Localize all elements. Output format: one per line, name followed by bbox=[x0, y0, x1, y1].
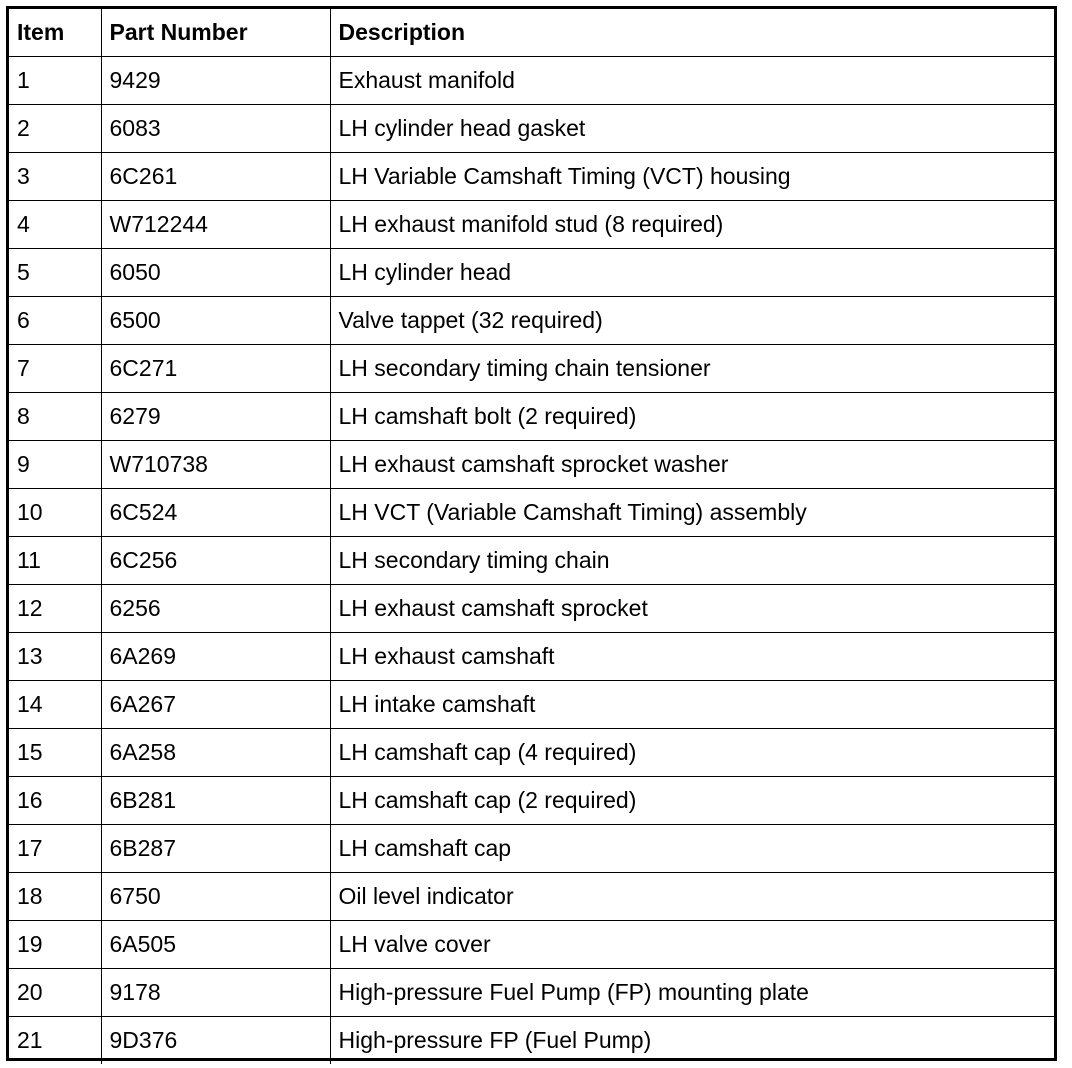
cell-description: LH valve cover bbox=[330, 921, 1054, 969]
cell-part-number: 6C261 bbox=[101, 153, 330, 201]
cell-description: Valve tappet (32 required) bbox=[330, 297, 1054, 345]
table-row bbox=[9, 153, 1054, 201]
column-header-item: Item bbox=[9, 9, 101, 57]
cell-description: LH camshaft cap (4 required) bbox=[330, 729, 1054, 777]
table-header-row bbox=[9, 9, 1054, 57]
table-row bbox=[9, 873, 1054, 921]
cell-item: 21 bbox=[9, 1017, 101, 1065]
table-row bbox=[9, 585, 1054, 633]
cell-item: 16 bbox=[9, 777, 101, 825]
table-row bbox=[9, 681, 1054, 729]
cell-part-number: 6256 bbox=[101, 585, 330, 633]
cell-description: LH secondary timing chain tensioner bbox=[330, 345, 1054, 393]
cell-description: LH camshaft bolt (2 required) bbox=[330, 393, 1054, 441]
cell-description: Exhaust manifold bbox=[330, 57, 1054, 105]
table-row bbox=[9, 57, 1054, 105]
cell-item: 4 bbox=[9, 201, 101, 249]
cell-part-number: 6B287 bbox=[101, 825, 330, 873]
cell-part-number: 9178 bbox=[101, 969, 330, 1017]
table-row bbox=[9, 921, 1054, 969]
cell-part-number: 6A505 bbox=[101, 921, 330, 969]
cell-item: 11 bbox=[9, 537, 101, 585]
parts-table-frame bbox=[6, 6, 1057, 1061]
cell-item: 3 bbox=[9, 153, 101, 201]
cell-part-number: 6C256 bbox=[101, 537, 330, 585]
cell-part-number: 6750 bbox=[101, 873, 330, 921]
cell-item: 5 bbox=[9, 249, 101, 297]
cell-item: 17 bbox=[9, 825, 101, 873]
cell-description: LH exhaust camshaft bbox=[330, 633, 1054, 681]
cell-description: LH Variable Camshaft Timing (VCT) housing bbox=[330, 153, 1054, 201]
cell-part-number: 6050 bbox=[101, 249, 330, 297]
cell-item: 7 bbox=[9, 345, 101, 393]
cell-item: 12 bbox=[9, 585, 101, 633]
table-row bbox=[9, 441, 1054, 489]
cell-description: LH exhaust camshaft sprocket bbox=[330, 585, 1054, 633]
cell-item: 2 bbox=[9, 105, 101, 153]
cell-description: LH secondary timing chain bbox=[330, 537, 1054, 585]
table-row bbox=[9, 297, 1054, 345]
cell-part-number: 6279 bbox=[101, 393, 330, 441]
cell-item: 20 bbox=[9, 969, 101, 1017]
column-header-description: Description bbox=[330, 9, 1054, 57]
cell-part-number: 9429 bbox=[101, 57, 330, 105]
cell-part-number: W712244 bbox=[101, 201, 330, 249]
cell-item: 8 bbox=[9, 393, 101, 441]
cell-description: LH VCT (Variable Camshaft Timing) assembly bbox=[330, 489, 1054, 537]
cell-item: 6 bbox=[9, 297, 101, 345]
cell-item: 14 bbox=[9, 681, 101, 729]
cell-description: Oil level indicator bbox=[330, 873, 1054, 921]
table-row bbox=[9, 729, 1054, 777]
table-row bbox=[9, 105, 1054, 153]
cell-description: LH exhaust manifold stud (8 required) bbox=[330, 201, 1054, 249]
cell-description: LH camshaft cap (2 required) bbox=[330, 777, 1054, 825]
table-row bbox=[9, 345, 1054, 393]
cell-item: 9 bbox=[9, 441, 101, 489]
cell-part-number: 9D376 bbox=[101, 1017, 330, 1065]
cell-description: LH exhaust camshaft sprocket washer bbox=[330, 441, 1054, 489]
table-row bbox=[9, 777, 1054, 825]
cell-part-number: 6083 bbox=[101, 105, 330, 153]
table-row bbox=[9, 201, 1054, 249]
table-row bbox=[9, 969, 1054, 1017]
cell-description: High-pressure FP (Fuel Pump) bbox=[330, 1017, 1054, 1065]
cell-item: 18 bbox=[9, 873, 101, 921]
cell-description: High-pressure Fuel Pump (FP) mounting plate bbox=[330, 969, 1054, 1017]
cell-description: LH cylinder head bbox=[330, 249, 1054, 297]
table-row bbox=[9, 489, 1054, 537]
cell-part-number: 6500 bbox=[101, 297, 330, 345]
cell-part-number: 6A269 bbox=[101, 633, 330, 681]
cell-description: LH intake camshaft bbox=[330, 681, 1054, 729]
table-row bbox=[9, 825, 1054, 873]
cell-part-number: 6C524 bbox=[101, 489, 330, 537]
cell-item: 19 bbox=[9, 921, 101, 969]
cell-item: 15 bbox=[9, 729, 101, 777]
table-row bbox=[9, 249, 1054, 297]
cell-part-number: 6A267 bbox=[101, 681, 330, 729]
table-body bbox=[9, 57, 1054, 1065]
cell-part-number: 6C271 bbox=[101, 345, 330, 393]
cell-part-number: 6B281 bbox=[101, 777, 330, 825]
cell-item: 13 bbox=[9, 633, 101, 681]
cell-description: LH cylinder head gasket bbox=[330, 105, 1054, 153]
cell-item: 10 bbox=[9, 489, 101, 537]
table-row bbox=[9, 633, 1054, 681]
parts-table bbox=[9, 9, 1054, 1064]
cell-part-number: 6A258 bbox=[101, 729, 330, 777]
table-row bbox=[9, 537, 1054, 585]
table-row bbox=[9, 393, 1054, 441]
cell-part-number: W710738 bbox=[101, 441, 330, 489]
column-header-part-number: Part Number bbox=[101, 9, 330, 57]
table-row bbox=[9, 1017, 1054, 1065]
cell-description: LH camshaft cap bbox=[330, 825, 1054, 873]
cell-item: 1 bbox=[9, 57, 101, 105]
